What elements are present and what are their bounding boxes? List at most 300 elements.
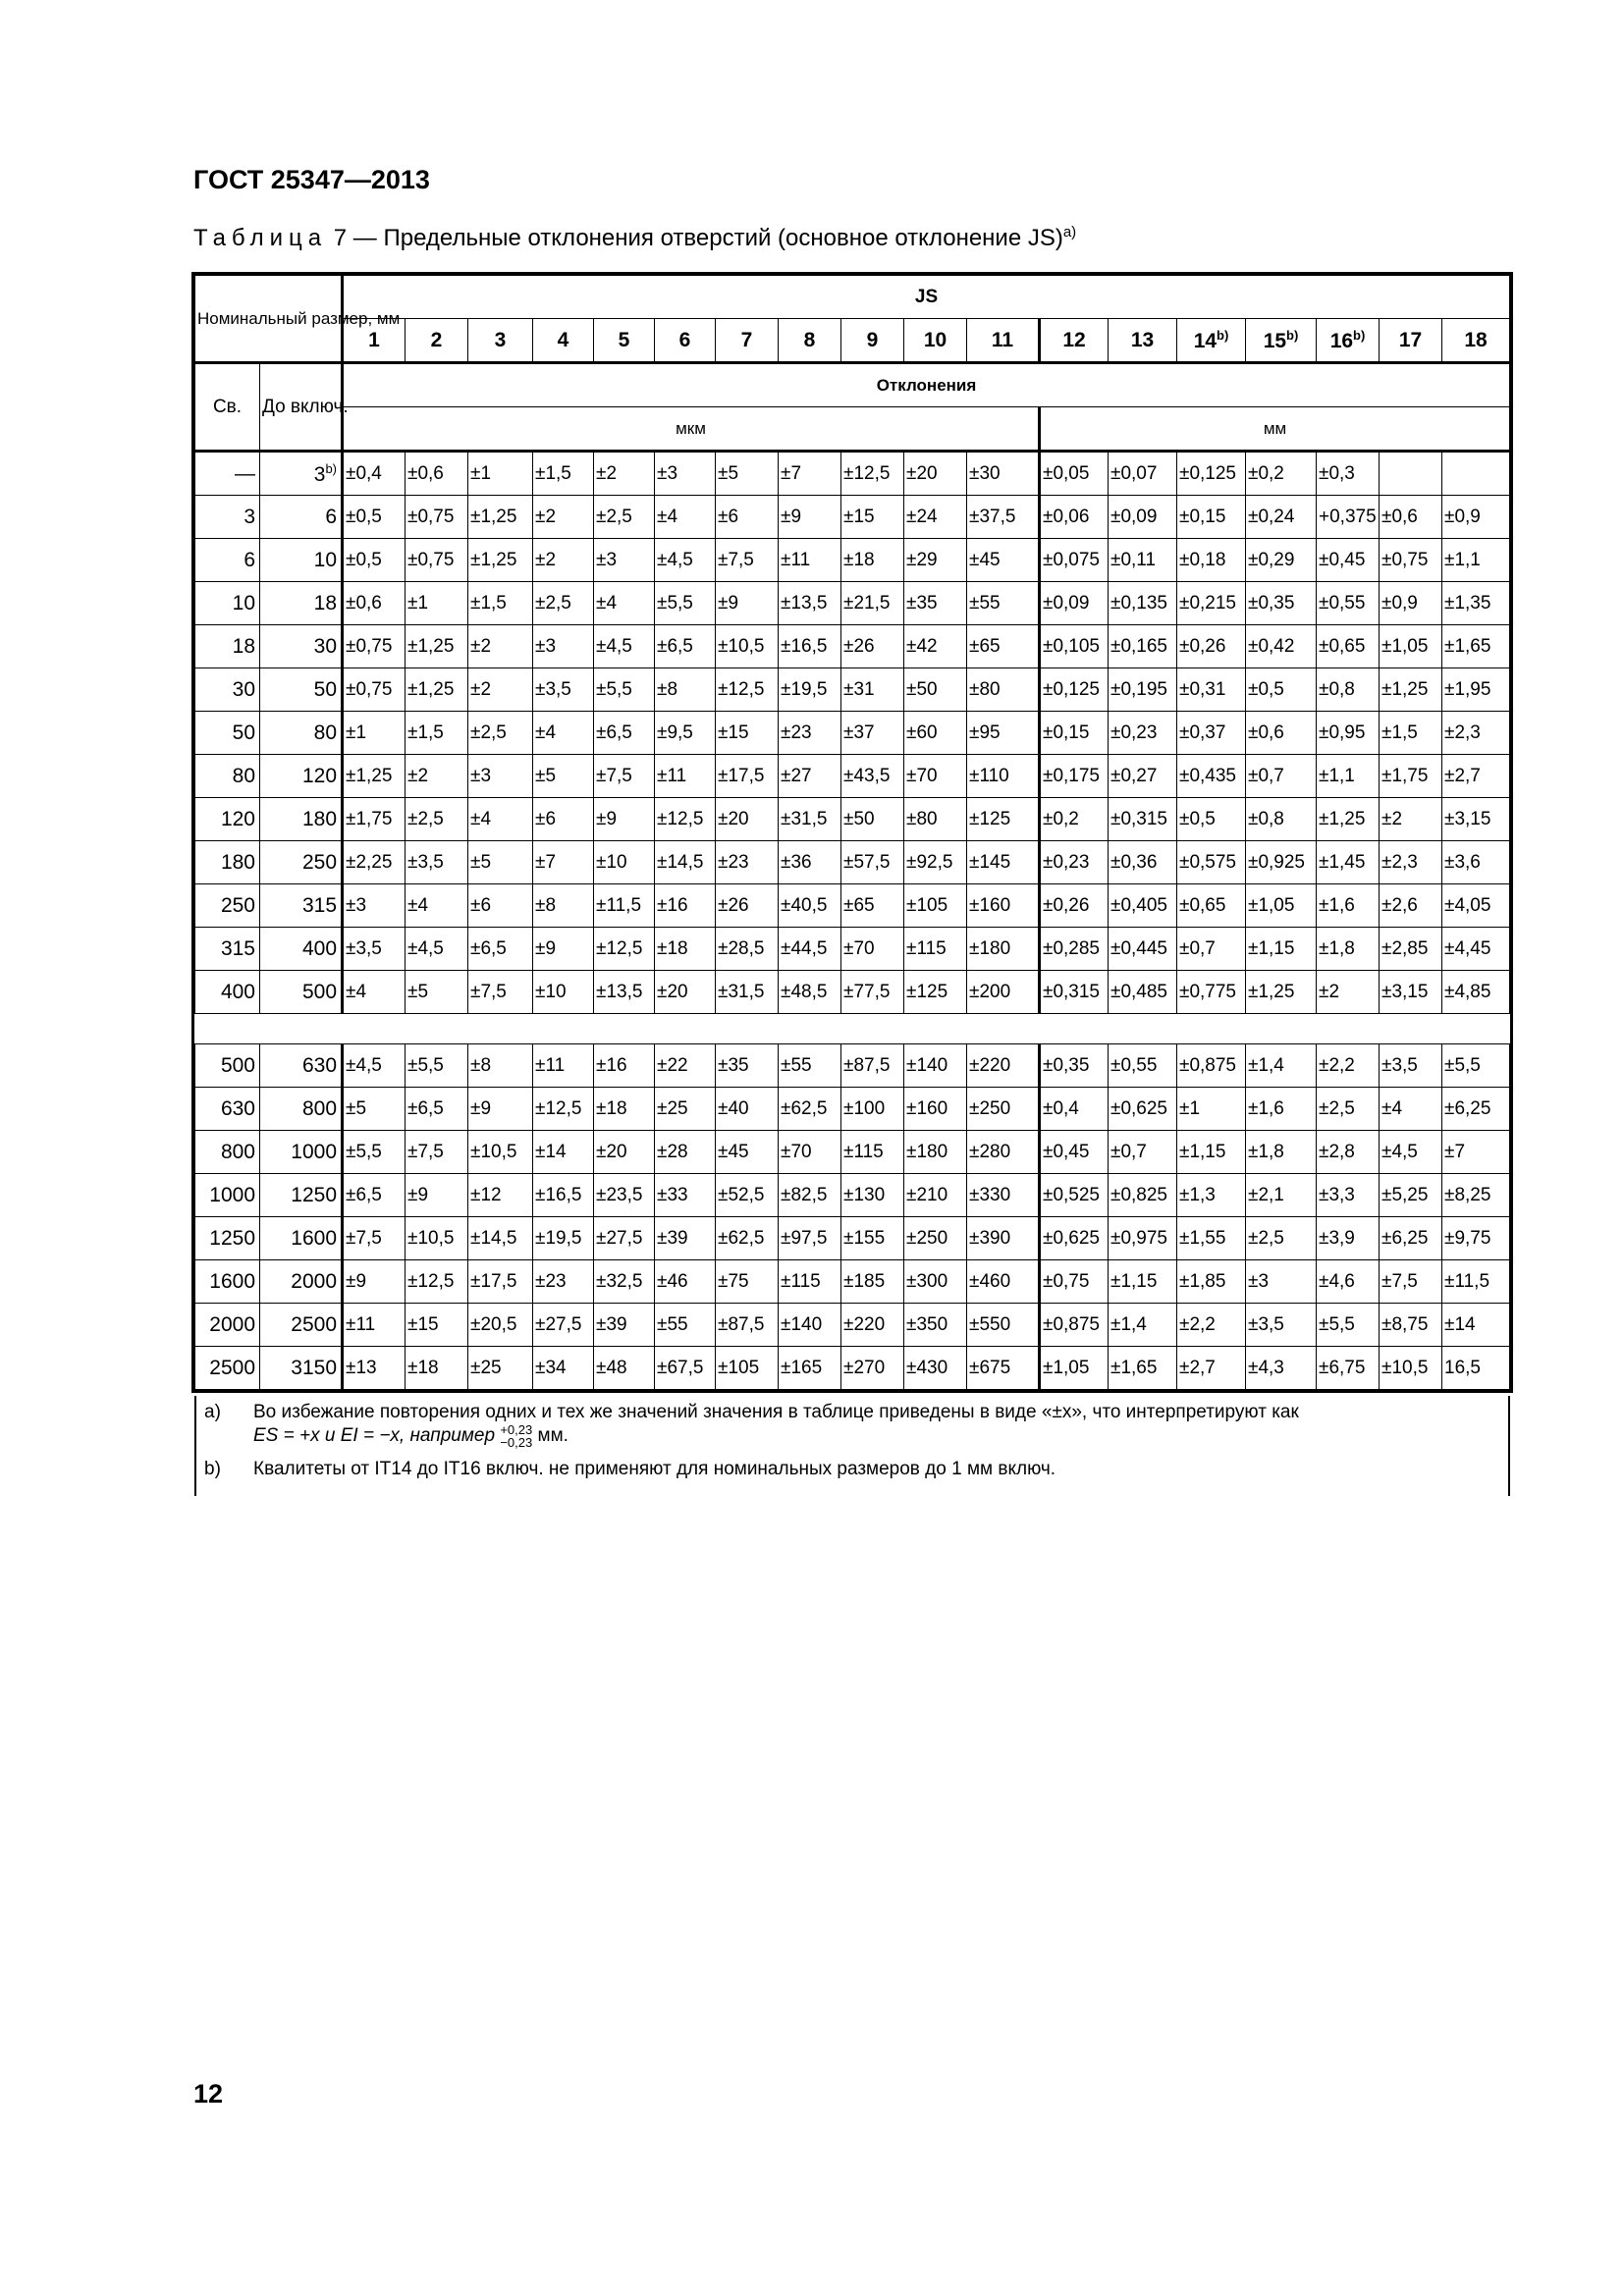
tolerance-value: ±28: [655, 1131, 716, 1174]
size-to: 80: [260, 712, 343, 755]
tolerance-value: ±0,2: [1040, 798, 1109, 841]
footnote-a-formula: ES = +x и EI = −x, например: [253, 1425, 496, 1447]
table-row: [195, 1131, 1510, 1174]
tolerance-value: ±16: [594, 1044, 655, 1088]
size-to: 180: [260, 798, 343, 841]
tolerance-value: ±70: [841, 928, 904, 971]
table-row: [195, 452, 1510, 496]
caption-text: 7 — Предельные отклонения отверстий (основное отклонение JS): [333, 225, 1063, 251]
tolerance-value: ±0,625: [1109, 1088, 1177, 1131]
tolerance-value: ±4: [406, 884, 468, 928]
tolerance-value: ±9,75: [1442, 1217, 1510, 1260]
tolerance-value: ±1,75: [343, 798, 406, 841]
tolerance-value: ±7,5: [406, 1131, 468, 1174]
header-grade: 2: [406, 319, 468, 363]
tolerance-value: ±7: [1442, 1131, 1510, 1174]
tolerance-value: ±390: [967, 1217, 1040, 1260]
tolerance-value: ±2,5: [468, 712, 533, 755]
tolerance-value: ±1,65: [1109, 1347, 1177, 1390]
table-row: [195, 971, 1510, 1014]
tolerance-value: ±12,5: [594, 928, 655, 971]
tolerance-value: ±115: [841, 1131, 904, 1174]
tolerance-value: ±2,3: [1380, 841, 1442, 884]
tolerance-value: ±6,5: [406, 1088, 468, 1131]
tolerance-value: ±0,75: [343, 625, 406, 668]
tolerance-value: ±130: [841, 1174, 904, 1217]
tolerance-value: ±70: [904, 755, 967, 798]
tolerance-value: ±9: [716, 582, 779, 625]
tolerance-value: ±5,5: [343, 1131, 406, 1174]
tolerance-value: ±0,35: [1040, 1044, 1109, 1088]
tolerance-value: ±1,15: [1109, 1260, 1177, 1304]
tolerance-value: ±270: [841, 1347, 904, 1390]
tolerance-value: ±50: [841, 798, 904, 841]
tolerance-value: ±17,5: [468, 1260, 533, 1304]
tolerance-value: ±180: [904, 1131, 967, 1174]
tolerance-value: ±1,4: [1109, 1304, 1177, 1347]
tolerance-value: ±185: [841, 1260, 904, 1304]
document-header: ГОСТ 25347—2013: [193, 165, 430, 194]
tolerance-value: ±0,75: [1380, 539, 1442, 582]
tolerance-value: ±9: [468, 1088, 533, 1131]
tolerance-value: ±0,6: [1380, 496, 1442, 539]
tolerance-value: ±11,5: [1442, 1260, 1510, 1304]
tolerance-value: ±1,25: [406, 668, 468, 712]
tolerance-value: ±0,925: [1246, 841, 1317, 884]
tolerance-value: ±7,5: [1380, 1260, 1442, 1304]
tolerance-value: ±1,1: [1442, 539, 1510, 582]
tolerance-value: ±0,315: [1040, 971, 1109, 1014]
tolerance-value: ±0,825: [1109, 1174, 1177, 1217]
table-row: [195, 841, 1510, 884]
tolerance-value: ±13,5: [779, 582, 841, 625]
tolerance-value: ±15: [716, 712, 779, 755]
table-row: [195, 712, 1510, 755]
caption-word: Таблица: [193, 225, 328, 251]
tolerance-value: ±0,45: [1040, 1131, 1109, 1174]
tolerance-value: ±1,4: [1246, 1044, 1317, 1088]
tolerance-value: ±45: [716, 1131, 779, 1174]
tolerance-value: ±75: [716, 1260, 779, 1304]
tolerance-value: ±0,5: [343, 496, 406, 539]
tolerance-value: ±430: [904, 1347, 967, 1390]
tolerance-value: ±9: [343, 1260, 406, 1304]
size-to: 3150: [260, 1347, 343, 1390]
tolerance-value: ±1: [468, 452, 533, 496]
tolerance-value: ±11: [343, 1304, 406, 1347]
tolerance-value: ±1,85: [1177, 1260, 1246, 1304]
tolerance-value: ±0,65: [1317, 625, 1380, 668]
size-from: 315: [195, 928, 260, 971]
tolerance-value: [1442, 452, 1510, 496]
tolerance-value: ±165: [779, 1347, 841, 1390]
header-grade: 5: [594, 319, 655, 363]
size-to: 30: [260, 625, 343, 668]
tolerance-value: ±36: [779, 841, 841, 884]
tolerance-value: ±0,525: [1040, 1174, 1109, 1217]
tolerance-value: ±0,75: [406, 539, 468, 582]
tolerance-value: ±0,15: [1040, 712, 1109, 755]
tolerance-value: ±13,5: [594, 971, 655, 1014]
tolerance-value: ±160: [967, 884, 1040, 928]
tolerance-value: ±20: [655, 971, 716, 1014]
tolerance-value: ±39: [594, 1304, 655, 1347]
footnote-b-text: Квалитеты от IT14 до IT16 включ. не применяют для номинальных размеров до 1 мм включ.: [253, 1459, 1056, 1479]
page-number: 12: [193, 2079, 224, 2109]
tolerance-value: ±12: [468, 1174, 533, 1217]
tolerance-value: ±18: [406, 1347, 468, 1390]
tolerance-value: ±9: [533, 928, 594, 971]
tolerance-value: ±350: [904, 1304, 967, 1347]
tolerance-value: ±2: [468, 668, 533, 712]
tolerance-value: ±10: [533, 971, 594, 1014]
table-row: [195, 539, 1510, 582]
tolerance-value: ±2,1: [1246, 1174, 1317, 1217]
tolerance-value: ±18: [841, 539, 904, 582]
tolerance-value: ±0,975: [1109, 1217, 1177, 1260]
tolerance-value: ±1: [1177, 1088, 1246, 1131]
size-to: 400: [260, 928, 343, 971]
tolerance-value: ±1,1: [1317, 755, 1380, 798]
tolerance-value: ±3,5: [533, 668, 594, 712]
tolerance-value: ±0,4: [343, 452, 406, 496]
footnote-a-upper: +0,23: [500, 1422, 533, 1437]
tolerance-value: ±0,195: [1109, 668, 1177, 712]
tolerance-value: ±0,165: [1109, 625, 1177, 668]
tolerance-value: ±27,5: [594, 1217, 655, 1260]
tolerance-value: ±20,5: [468, 1304, 533, 1347]
tolerance-value: ±2: [1380, 798, 1442, 841]
tolerance-value: ±675: [967, 1347, 1040, 1390]
tolerance-value: ±5,5: [1317, 1304, 1380, 1347]
tolerance-value: ±2: [1317, 971, 1380, 1014]
tolerance-value: ±1,25: [468, 496, 533, 539]
tolerance-value: ±0,6: [343, 582, 406, 625]
header-grade: 16$^{b)}$: [1317, 319, 1380, 363]
tolerance-value: ±0,445: [1109, 928, 1177, 971]
tolerance-value: ±10,5: [716, 625, 779, 668]
tolerance-value: ±9: [594, 798, 655, 841]
tolerance-value: ±0,55: [1109, 1044, 1177, 1088]
header-grade: 15$^{b)}$: [1246, 319, 1317, 363]
tolerance-value: ±92,5: [904, 841, 967, 884]
table-row: [195, 668, 1510, 712]
tolerance-value: ±18: [655, 928, 716, 971]
header-over: Св.: [195, 363, 260, 452]
header-unit-mm: мм: [1040, 407, 1510, 452]
tolerance-value: ±65: [841, 884, 904, 928]
footnotes: [194, 1396, 1510, 1496]
tolerance-value: ±1,15: [1177, 1131, 1246, 1174]
tolerance-value: ±9: [406, 1174, 468, 1217]
tolerance-table: [194, 275, 1510, 1390]
tolerance-value: ±62,5: [779, 1088, 841, 1131]
size-to: 800: [260, 1088, 343, 1131]
size-to: 3$^{b)}$: [260, 452, 343, 496]
table-row: [195, 884, 1510, 928]
size-to: 315: [260, 884, 343, 928]
tolerance-value: ±2,85: [1380, 928, 1442, 971]
separator-row: [195, 1014, 1510, 1044]
tolerance-value: ±14,5: [655, 841, 716, 884]
tolerance-value: ±27: [779, 755, 841, 798]
tolerance-value: ±2: [468, 625, 533, 668]
tolerance-value: ±1,95: [1442, 668, 1510, 712]
tolerance-value: ±9: [779, 496, 841, 539]
tolerance-value: ±0,2: [1246, 452, 1317, 496]
footnote-a-mark: а): [204, 1402, 221, 1422]
tolerance-value: ±87,5: [841, 1044, 904, 1088]
size-from: 630: [195, 1088, 260, 1131]
tolerance-value: ±1,5: [533, 452, 594, 496]
tolerance-value: ±31,5: [779, 798, 841, 841]
tolerance-value: ±8,75: [1380, 1304, 1442, 1347]
tolerance-value: ±0,125: [1040, 668, 1109, 712]
tolerance-value: ±20: [904, 452, 967, 496]
tolerance-value: ±80: [967, 668, 1040, 712]
tolerance-value: ±2,5: [533, 582, 594, 625]
tolerance-value: ±0,26: [1177, 625, 1246, 668]
table-row: [195, 496, 1510, 539]
header-row-deviations: [195, 363, 1510, 407]
header-grade: 12: [1040, 319, 1109, 363]
size-from: 18: [195, 625, 260, 668]
tolerance-value: ±0,06: [1040, 496, 1109, 539]
tolerance-value: ±3,9: [1317, 1217, 1380, 1260]
footnote-b: [204, 1459, 1500, 1480]
tolerance-value: ±4,5: [343, 1044, 406, 1088]
tolerance-value: ±0,05: [1040, 452, 1109, 496]
tolerance-value: ±0,75: [1040, 1260, 1109, 1304]
tolerance-value: ±1,65: [1442, 625, 1510, 668]
tolerance-value: ±0,435: [1177, 755, 1246, 798]
tolerance-value: ±0,65: [1177, 884, 1246, 928]
tolerance-value: ±5: [343, 1088, 406, 1131]
tolerance-value: ±0,35: [1246, 582, 1317, 625]
tolerance-value: ±8: [468, 1044, 533, 1088]
tolerance-value: ±1,6: [1317, 884, 1380, 928]
tolerance-value: ±77,5: [841, 971, 904, 1014]
tolerance-value: ±0,26: [1040, 884, 1109, 928]
tolerance-value: ±10: [594, 841, 655, 884]
tolerance-value: ±15: [406, 1304, 468, 1347]
tolerance-value: ±0,7: [1246, 755, 1317, 798]
tolerance-value: ±140: [779, 1304, 841, 1347]
tolerance-value: ±11: [779, 539, 841, 582]
tolerance-value: ±0,4: [1040, 1088, 1109, 1131]
tolerance-value: ±6: [533, 798, 594, 841]
size-to: 120: [260, 755, 343, 798]
tolerance-value: ±0,175: [1040, 755, 1109, 798]
tolerance-value: ±2,25: [343, 841, 406, 884]
header-row-units: [195, 407, 1510, 452]
tolerance-value: ±155: [841, 1217, 904, 1260]
tolerance-value: ±220: [967, 1044, 1040, 1088]
tolerance-value: ±3: [655, 452, 716, 496]
tolerance-value: ±0,75: [406, 496, 468, 539]
tolerance-value: ±0,105: [1040, 625, 1109, 668]
size-from: 1600: [195, 1260, 260, 1304]
tolerance-value: ±3: [594, 539, 655, 582]
header-grade: 11: [967, 319, 1040, 363]
tolerance-value: ±6: [716, 496, 779, 539]
tolerance-value: ±0,6: [1246, 712, 1317, 755]
tolerance-value: ±4,85: [1442, 971, 1510, 1014]
size-from: 80: [195, 755, 260, 798]
footnote-b-mark: b): [204, 1459, 221, 1479]
tolerance-value: ±10,5: [468, 1131, 533, 1174]
table-row: [195, 625, 1510, 668]
size-from: 50: [195, 712, 260, 755]
tolerance-value: ±1,25: [468, 539, 533, 582]
header-grade: 18: [1442, 319, 1510, 363]
footnote-a-text: [253, 1402, 1500, 1449]
tolerance-value: ±180: [967, 928, 1040, 971]
tolerance-value: ±0,75: [343, 668, 406, 712]
tolerance-value: ±6,25: [1442, 1088, 1510, 1131]
tolerance-value: ±0,27: [1109, 755, 1177, 798]
tolerance-value: ±12,5: [406, 1260, 468, 1304]
table-row: [195, 582, 1510, 625]
tolerance-value: ±0,8: [1317, 668, 1380, 712]
tolerance-value: ±550: [967, 1304, 1040, 1347]
tolerance-value: ±43,5: [841, 755, 904, 798]
tolerance-value: ±100: [841, 1088, 904, 1131]
size-from: 6: [195, 539, 260, 582]
tolerance-value: ±65: [967, 625, 1040, 668]
tolerance-value: ±1,5: [1380, 712, 1442, 755]
tolerance-value: ±7,5: [594, 755, 655, 798]
tolerance-value: ±0,7: [1177, 928, 1246, 971]
tolerance-value: ±2,7: [1442, 755, 1510, 798]
tolerance-value: ±3,3: [1317, 1174, 1380, 1217]
tolerance-value: ±6,5: [594, 712, 655, 755]
header-grade: 17: [1380, 319, 1442, 363]
tolerance-value: ±24: [904, 496, 967, 539]
size-to: 1000: [260, 1131, 343, 1174]
tolerance-value: ±37,5: [967, 496, 1040, 539]
tolerance-value: ±125: [967, 798, 1040, 841]
tolerance-value: ±6,25: [1380, 1217, 1442, 1260]
size-to: 1600: [260, 1217, 343, 1260]
tolerance-value: ±16,5: [779, 625, 841, 668]
tolerance-value: ±1: [406, 582, 468, 625]
tolerance-value: ±0,45: [1317, 539, 1380, 582]
tolerance-value: ±145: [967, 841, 1040, 884]
header-js: JS: [343, 276, 1510, 319]
header-row-js: [195, 276, 1510, 319]
tolerance-value: ±12,5: [841, 452, 904, 496]
tolerance-value: ±4: [468, 798, 533, 841]
tolerance-value: ±1,75: [1380, 755, 1442, 798]
tolerance-value: ±80: [904, 798, 967, 841]
tolerance-value: ±1,25: [406, 625, 468, 668]
tolerance-value: ±97,5: [779, 1217, 841, 1260]
size-from: 10: [195, 582, 260, 625]
tolerance-value: ±5,5: [594, 668, 655, 712]
tolerance-value: ±35: [716, 1044, 779, 1088]
tolerance-value: ±250: [967, 1088, 1040, 1131]
header-grade: 14$^{b)}$: [1177, 319, 1246, 363]
header-grade: 10: [904, 319, 967, 363]
tolerance-value: ±33: [655, 1174, 716, 1217]
tolerance-value: ±48,5: [779, 971, 841, 1014]
tolerance-value: ±0,405: [1109, 884, 1177, 928]
tolerance-value: ±25: [468, 1347, 533, 1390]
tolerance-value: ±1,35: [1442, 582, 1510, 625]
tolerance-value: ±2,2: [1177, 1304, 1246, 1347]
tolerance-value: ±23: [716, 841, 779, 884]
tolerance-value: ±20: [594, 1131, 655, 1174]
tolerance-value: ±9,5: [655, 712, 716, 755]
size-to: 50: [260, 668, 343, 712]
table-row: [195, 798, 1510, 841]
footnote-a-unit: мм.: [537, 1425, 568, 1447]
tolerance-value: ±5: [468, 841, 533, 884]
tolerance-value: ±28,5: [716, 928, 779, 971]
size-from: 180: [195, 841, 260, 884]
tolerance-value: ±6,5: [655, 625, 716, 668]
table-row: [195, 1174, 1510, 1217]
tolerance-value: ±14: [1442, 1304, 1510, 1347]
size-to: 6: [260, 496, 343, 539]
tolerance-value: ±26: [841, 625, 904, 668]
tolerance-value: ±16,5: [533, 1174, 594, 1217]
tolerance-value: ±12,5: [655, 798, 716, 841]
header-grade: 4: [533, 319, 594, 363]
tolerance-value: ±40,5: [779, 884, 841, 928]
size-from: 400: [195, 971, 260, 1014]
tolerance-value: ±300: [904, 1260, 967, 1304]
header-grade: 9: [841, 319, 904, 363]
tolerance-value: ±0,135: [1109, 582, 1177, 625]
size-from: 3: [195, 496, 260, 539]
tolerance-value: ±0,485: [1109, 971, 1177, 1014]
tolerance-value: ±26: [716, 884, 779, 928]
footnote-a: [204, 1402, 1500, 1449]
tolerance-value: ±220: [841, 1304, 904, 1347]
tolerance-value: ±55: [655, 1304, 716, 1347]
tolerance-value: ±3,6: [1442, 841, 1510, 884]
tolerance-value: ±0,625: [1040, 1217, 1109, 1260]
tolerance-value: ±35: [904, 582, 967, 625]
tolerance-value: ±0,31: [1177, 668, 1246, 712]
tolerance-value: ±2,2: [1317, 1044, 1380, 1088]
tolerance-value: ±5: [716, 452, 779, 496]
tolerance-value: ±2: [594, 452, 655, 496]
tolerance-value: ±1,15: [1246, 928, 1317, 971]
tolerance-value: ±3,15: [1380, 971, 1442, 1014]
tolerance-value: ±23: [779, 712, 841, 755]
tolerance-value: ±0,6: [406, 452, 468, 496]
tolerance-value: ±0,3: [1317, 452, 1380, 496]
tolerance-value: ±0,42: [1246, 625, 1317, 668]
separator-cell: [195, 1014, 1510, 1044]
tolerance-value: ±110: [967, 755, 1040, 798]
tolerance-value: ±0,075: [1040, 539, 1109, 582]
tolerance-value: ±6,75: [1317, 1347, 1380, 1390]
tolerance-value: ±115: [904, 928, 967, 971]
tolerance-value: ±10,5: [406, 1217, 468, 1260]
tolerance-value: ±2,7: [1177, 1347, 1246, 1390]
tolerance-value: ±250: [904, 1217, 967, 1260]
size-to: 18: [260, 582, 343, 625]
tolerance-value: ±45: [967, 539, 1040, 582]
tolerance-value: ±4: [1380, 1088, 1442, 1131]
tolerance-value: ±70: [779, 1131, 841, 1174]
table-row: [195, 755, 1510, 798]
tolerance-value: ±3,5: [1380, 1044, 1442, 1088]
